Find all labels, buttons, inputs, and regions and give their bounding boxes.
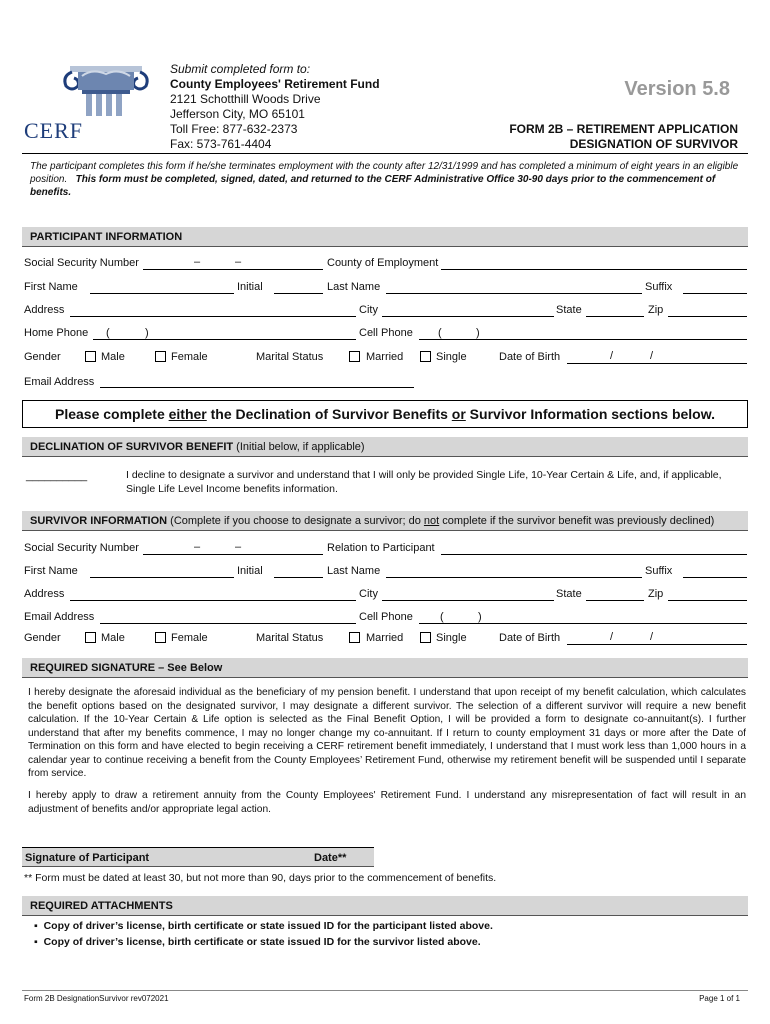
header-divider [22, 153, 748, 154]
participant-cell-phone-field[interactable] [419, 339, 747, 340]
survivor-cell-phone-field[interactable] [419, 623, 747, 624]
female-checkbox[interactable] [155, 351, 166, 362]
marital-status-label: Marital Status [256, 351, 324, 363]
attachment-text: Copy of driver’s license, birth certificate or state issued ID for the participant listed above. [43, 920, 493, 932]
ssn-dash: – [194, 541, 201, 553]
dob-label: Date of Birth [499, 351, 561, 363]
survivor-note-not: not [423, 515, 440, 527]
participant-email-field[interactable] [100, 387, 414, 388]
attachment-item [34, 936, 481, 948]
relation-label: Relation to Participant [327, 542, 435, 554]
paren-left: ( [438, 327, 442, 339]
single-checkbox[interactable] [420, 351, 431, 362]
county-field[interactable] [441, 269, 747, 270]
survivor-male-checkbox[interactable] [85, 632, 96, 643]
participant-heading: PARTICIPANT INFORMATION [30, 231, 183, 243]
signature-heading: REQUIRED SIGNATURE – See Below [30, 662, 223, 674]
declination-text: I decline to designate a survivor and understand that I will only be provided Single Life, 10-Year Certain & Life, and, if applicable, Single Life Level Income benefits information. [126, 469, 722, 495]
county-label: County of Employment [327, 257, 439, 269]
form-title [509, 122, 738, 152]
dob-slash: / [610, 350, 614, 362]
survivor-single-checkbox[interactable] [420, 632, 431, 643]
survivor-female-label: Female [171, 632, 208, 644]
participant-address-field[interactable] [70, 316, 356, 317]
banner-either: either [168, 406, 207, 422]
survivor-dob-label: Date of Birth [499, 632, 561, 644]
intro-text [30, 160, 742, 199]
attachment-text: Copy of driver’s license, birth certificate or state issued ID for the survivor listed above. [43, 936, 481, 948]
survivor-marital-label: Marital Status [256, 632, 324, 644]
initial-label: Initial [237, 281, 263, 293]
survivor-section-header [22, 511, 748, 531]
survivor-married-label: Married [366, 632, 404, 644]
participant-zip-field[interactable] [668, 316, 747, 317]
attachments-section-header [22, 896, 748, 916]
survivor-address-field[interactable] [70, 600, 356, 601]
survivor-note-post: complete if the survivor benefit was previously declined) [439, 515, 715, 527]
survivor-heading: SURVIVOR INFORMATION [30, 515, 168, 527]
form-revision: Form 2B DesignationSurvivor rev072021 [24, 994, 169, 1003]
fax: Fax: 573-761-4404 [170, 137, 272, 151]
dob-slash: / [650, 631, 654, 643]
survivor-ssn-field[interactable] [143, 554, 323, 555]
participant-city-field[interactable] [382, 316, 554, 317]
date-label: Date** [314, 852, 347, 864]
survivor-married-checkbox[interactable] [349, 632, 360, 643]
survivor-initial-field[interactable] [274, 577, 323, 578]
instruction-banner [22, 400, 748, 428]
ssn-dash: – [194, 256, 201, 268]
version-label: Version 5.8 [624, 78, 730, 100]
home-phone-field[interactable] [93, 339, 356, 340]
survivor-initial-label: Initial [237, 565, 263, 577]
attachments-heading: REQUIRED ATTACHMENTS [30, 900, 173, 912]
suffix-label: Suffix [645, 281, 673, 293]
signature-field[interactable] [22, 822, 374, 848]
ssn-dash: – [235, 541, 242, 553]
participant-last-name-field[interactable] [386, 293, 642, 294]
participant-ssn-field[interactable] [143, 269, 323, 270]
participant-section-header [22, 227, 748, 247]
survivor-male-label: Male [101, 632, 125, 644]
survivor-email-label: Email Address [24, 611, 95, 623]
address-label: Address [24, 304, 65, 316]
survivor-note-pre: (Complete if you choose to designate a survivor; do [167, 515, 424, 527]
survivor-first-name-field[interactable] [90, 577, 234, 578]
signature-section-header [22, 658, 748, 678]
city-label: City [359, 304, 378, 316]
toll-free: Toll Free: 877-632-2373 [170, 122, 298, 136]
dob-slash: / [650, 350, 654, 362]
survivor-email-field[interactable] [100, 623, 356, 624]
declination-initial-field[interactable]: __________ [26, 470, 88, 482]
email-label: Email Address [24, 376, 95, 388]
footer-divider [22, 990, 748, 991]
mailing-address [170, 62, 380, 152]
paren-right: ) [145, 327, 149, 339]
single-label: Single [436, 351, 467, 363]
survivor-zip-label: Zip [648, 588, 664, 600]
survivor-address-label: Address [24, 588, 65, 600]
male-label: Male [101, 351, 125, 363]
married-checkbox[interactable] [349, 351, 360, 362]
cell-phone-label: Cell Phone [359, 327, 413, 339]
survivor-city-label: City [359, 588, 378, 600]
declination-section-header [22, 437, 748, 457]
survivor-ssn-label: Social Security Number [24, 542, 139, 554]
declination-heading: DECLINATION OF SURVIVOR BENEFIT [30, 441, 234, 453]
male-checkbox[interactable] [85, 351, 96, 362]
survivor-first-name-label: First Name [24, 565, 78, 577]
survivor-state-field[interactable] [586, 600, 644, 601]
survivor-gender-label: Gender [24, 632, 61, 644]
submit-to: Submit completed form to: [170, 62, 311, 76]
bullet-icon: ▪ [34, 920, 38, 932]
paren-left: ( [106, 327, 110, 339]
attachment-item [34, 920, 493, 932]
paren-left: ( [440, 611, 444, 623]
form-title-line-1: FORM 2B – RETIREMENT APPLICATION [509, 122, 738, 136]
banner-mid: the Declination of Survivor Benefits [206, 406, 452, 422]
paren-right: ) [476, 327, 480, 339]
address-line-2: Jefferson City, MO 65101 [170, 107, 305, 121]
banner-or: or [451, 406, 466, 422]
signature-label-bar [22, 847, 374, 867]
dob-slash: / [610, 631, 614, 643]
participant-state-field[interactable] [586, 316, 644, 317]
survivor-female-checkbox[interactable] [155, 632, 166, 643]
intro-bold: This form must be completed, signed, dated, and returned to the CERF Administrative Office 30-90 days prior to the commencement of benefits. [30, 174, 716, 198]
survivor-cell-phone-label: Cell Phone [359, 611, 413, 623]
survivor-dob-field[interactable] [567, 644, 747, 645]
cerf-logo [22, 58, 152, 142]
ssn-label: Social Security Number [24, 257, 139, 269]
last-name-label: Last Name [327, 281, 381, 293]
survivor-suffix-label: Suffix [645, 565, 673, 577]
participant-dob-field[interactable] [567, 363, 747, 364]
survivor-last-name-field[interactable] [386, 577, 642, 578]
column-capital-icon [22, 58, 152, 118]
participant-initial-field[interactable] [274, 293, 323, 294]
gender-label: Gender [24, 351, 61, 363]
date-footnote: ** Form must be dated at least 30, but not more than 90, days prior to the commencement of benefits. [24, 872, 497, 884]
banner-post: Survivor Information sections below. [465, 406, 715, 422]
designation-statement: I hereby designate the aforesaid individual as the beneficiary of my pension benefit. I understand that upon receipt of my benefit calculation, which calculates the benefit options based on the designated survivor, I may designate a different survivor. The selection of a different survivor will require a new benefit calculation. If the 10-Year Certain & Life option is selected as the Final Benefit Option, I will be provided a form to designate co-annuitant(s). I further understand that after my benefits commence, I may no longer change my co-annuitant. If I return to county employment 31 days or more after the Date of Termination on this form and have elected to begin receiving a CERF retirement benefit immediately, I understand that I must work less than 1,000 hours in a calendar year to continue receiving a benefit from the County Employees’ Retirement Fund, otherwise my retirement benefit will be suspended until I separate from service. [28, 687, 746, 779]
survivor-state-label: State [556, 588, 582, 600]
page-number: Page 1 of 1 [699, 994, 740, 1003]
org-name: County Employees' Retirement Fund [170, 77, 380, 91]
first-name-label: First Name [24, 281, 78, 293]
ssn-dash: – [235, 256, 242, 268]
survivor-city-field[interactable] [382, 600, 554, 601]
survivor-suffix-field[interactable] [683, 577, 747, 578]
participant-suffix-field[interactable] [683, 293, 747, 294]
paren-right: ) [478, 611, 482, 623]
address-line-1: 2121 Schotthill Woods Drive [170, 92, 321, 106]
survivor-single-label: Single [436, 632, 467, 644]
declination-note: (Initial below, if applicable) [233, 441, 365, 453]
application-statement: I hereby apply to draw a retirement annuity from the County Employees' Retirement Fund. I understand any misrepresentation of fact will result in an adjustment of benefits and/or appropriate legal action. [28, 790, 746, 815]
female-label: Female [171, 351, 208, 363]
signature-label: Signature of Participant [25, 852, 150, 864]
relation-field[interactable] [441, 554, 747, 555]
married-label: Married [366, 351, 404, 363]
intro-plain: The participant completes this form if he/she terminates employment with the county after 12/31/1999 and has completed a minimum of eight years in an eligible position. [30, 161, 739, 185]
home-phone-label: Home Phone [24, 327, 89, 339]
banner-pre: Please complete [55, 406, 169, 422]
zip-label: Zip [648, 304, 664, 316]
logo-text: CERF [24, 118, 84, 143]
survivor-zip-field[interactable] [668, 600, 747, 601]
bullet-icon: ▪ [34, 936, 38, 948]
survivor-last-name-label: Last Name [327, 565, 381, 577]
state-label: State [556, 304, 582, 316]
form-title-line-2: DESIGNATION OF SURVIVOR [569, 137, 738, 151]
participant-first-name-field[interactable] [90, 293, 234, 294]
